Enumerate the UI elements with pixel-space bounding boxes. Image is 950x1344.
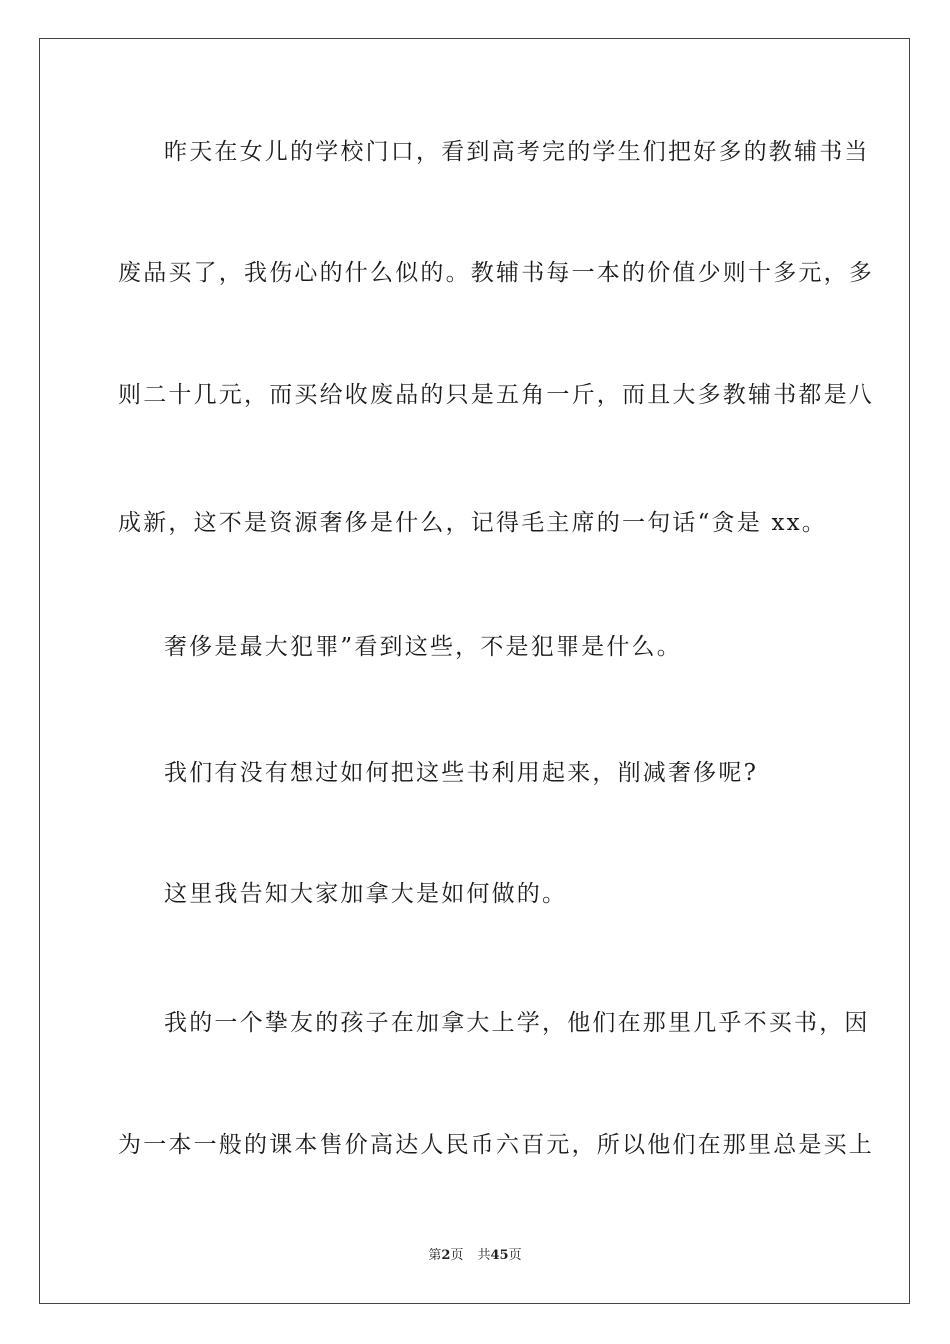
- text-line-6: 我们有没有想过如何把这些书利用起来，削减奢侈呢?: [164, 760, 759, 786]
- text-line-3: 则二十几元，而买给收废品的只是五角一斤，而且大多教辅书都是八: [118, 382, 874, 408]
- total-pages: 45: [490, 1248, 509, 1263]
- page-border: [39, 38, 910, 1304]
- text-line-9: 为一本一般的课本售价高达人民币六百元，所以他们在那里总是买上: [118, 1132, 874, 1158]
- text-line-5: 奢侈是最大犯罪”看到这些，不是犯罪是什么。: [164, 634, 682, 660]
- total-prefix: 共: [477, 1248, 491, 1263]
- text-line-1: 昨天在女儿的学校门口，看到高考完的学生们把好多的教辅书当: [164, 139, 870, 165]
- text-line-7: 这里我告知大家加拿大是如何做的。: [164, 881, 568, 907]
- text-line-4: 成新，这不是资源奢侈是什么，记得毛主席的一句话“贪是 xx。: [118, 510, 828, 536]
- page-suffix: 页: [450, 1248, 464, 1263]
- text-line-2: 废品买了，我伤心的什么似的。教辅书每一本的价值少则十多元，多: [118, 260, 874, 286]
- page-prefix: 第: [428, 1248, 442, 1263]
- total-suffix: 页: [508, 1248, 522, 1263]
- text-line-8: 我的一个挚友的孩子在加拿大上学，他们在那里几乎不买书，因: [164, 1010, 870, 1036]
- page-footer: [0, 1247, 950, 1265]
- page-number: 2: [441, 1248, 451, 1263]
